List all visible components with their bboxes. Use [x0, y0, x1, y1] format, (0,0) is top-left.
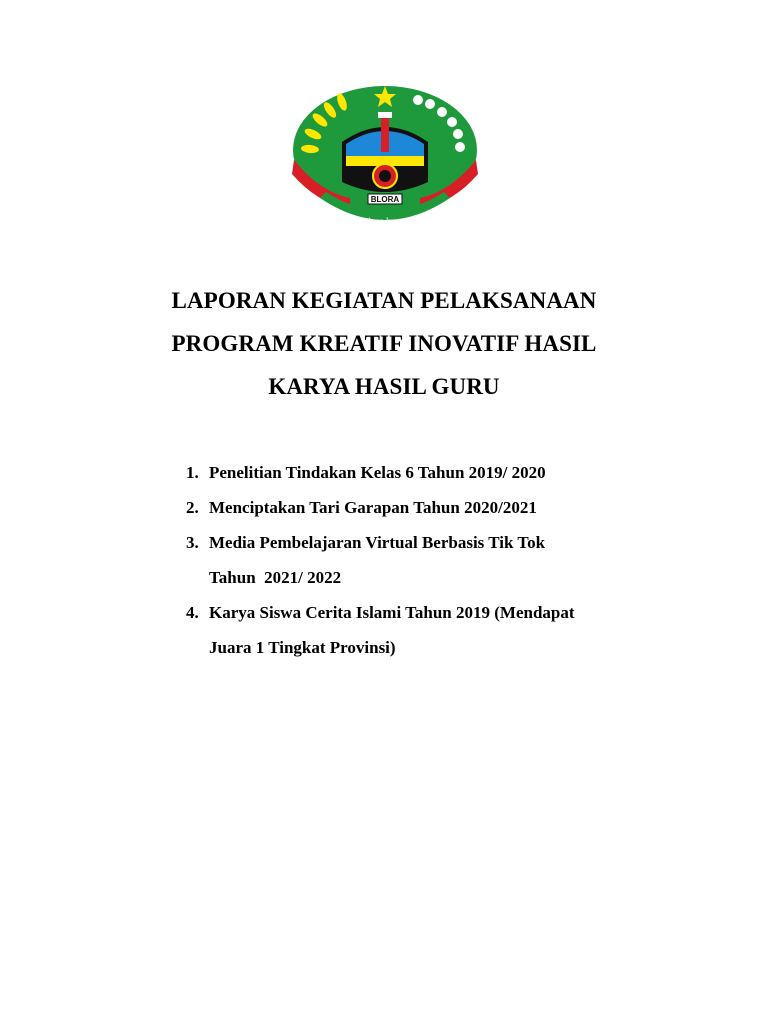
list-item	[186, 455, 706, 490]
list-item-text-continued: Juara 1 Tingkat Provinsi)	[209, 638, 396, 657]
list-item-text: Penelitian Tindakan Kelas 6 Tahun 2019/ 2020	[209, 463, 546, 482]
list-item-number: 1.	[186, 463, 199, 482]
list-item	[186, 490, 706, 525]
document-title	[0, 279, 768, 408]
list-item-text: Menciptakan Tari Garapan Tahun 2020/2021	[209, 498, 537, 517]
list-item-number: 3.	[186, 533, 199, 552]
list-item	[186, 525, 706, 595]
title-line-2: PROGRAM KREATIF INOVATIF HASIL	[171, 331, 597, 356]
emblem-label: BLORA	[370, 195, 400, 204]
list-item-text: Karya Siswa Cerita Islami Tahun 2019 (Mendapat	[209, 603, 575, 622]
list-item-number: 4.	[186, 603, 199, 622]
emblem-motto: sarana jaya karta bhumi	[340, 216, 430, 226]
title-line-1: LAPORAN KEGIATAN PELAKSANAAN	[171, 288, 597, 313]
blora-regency-emblem	[290, 82, 480, 242]
list-item	[186, 595, 706, 665]
list-item-text: Media Pembelajaran Virtual Berbasis Tik Tok	[209, 533, 546, 552]
activity-list	[186, 455, 706, 665]
emblem-image	[290, 82, 480, 242]
list-item-text-continued: Tahun 2021/ 2022	[209, 568, 342, 587]
title-line-3: KARYA HASIL GURU	[268, 374, 500, 399]
list-item-number: 2.	[186, 498, 199, 517]
